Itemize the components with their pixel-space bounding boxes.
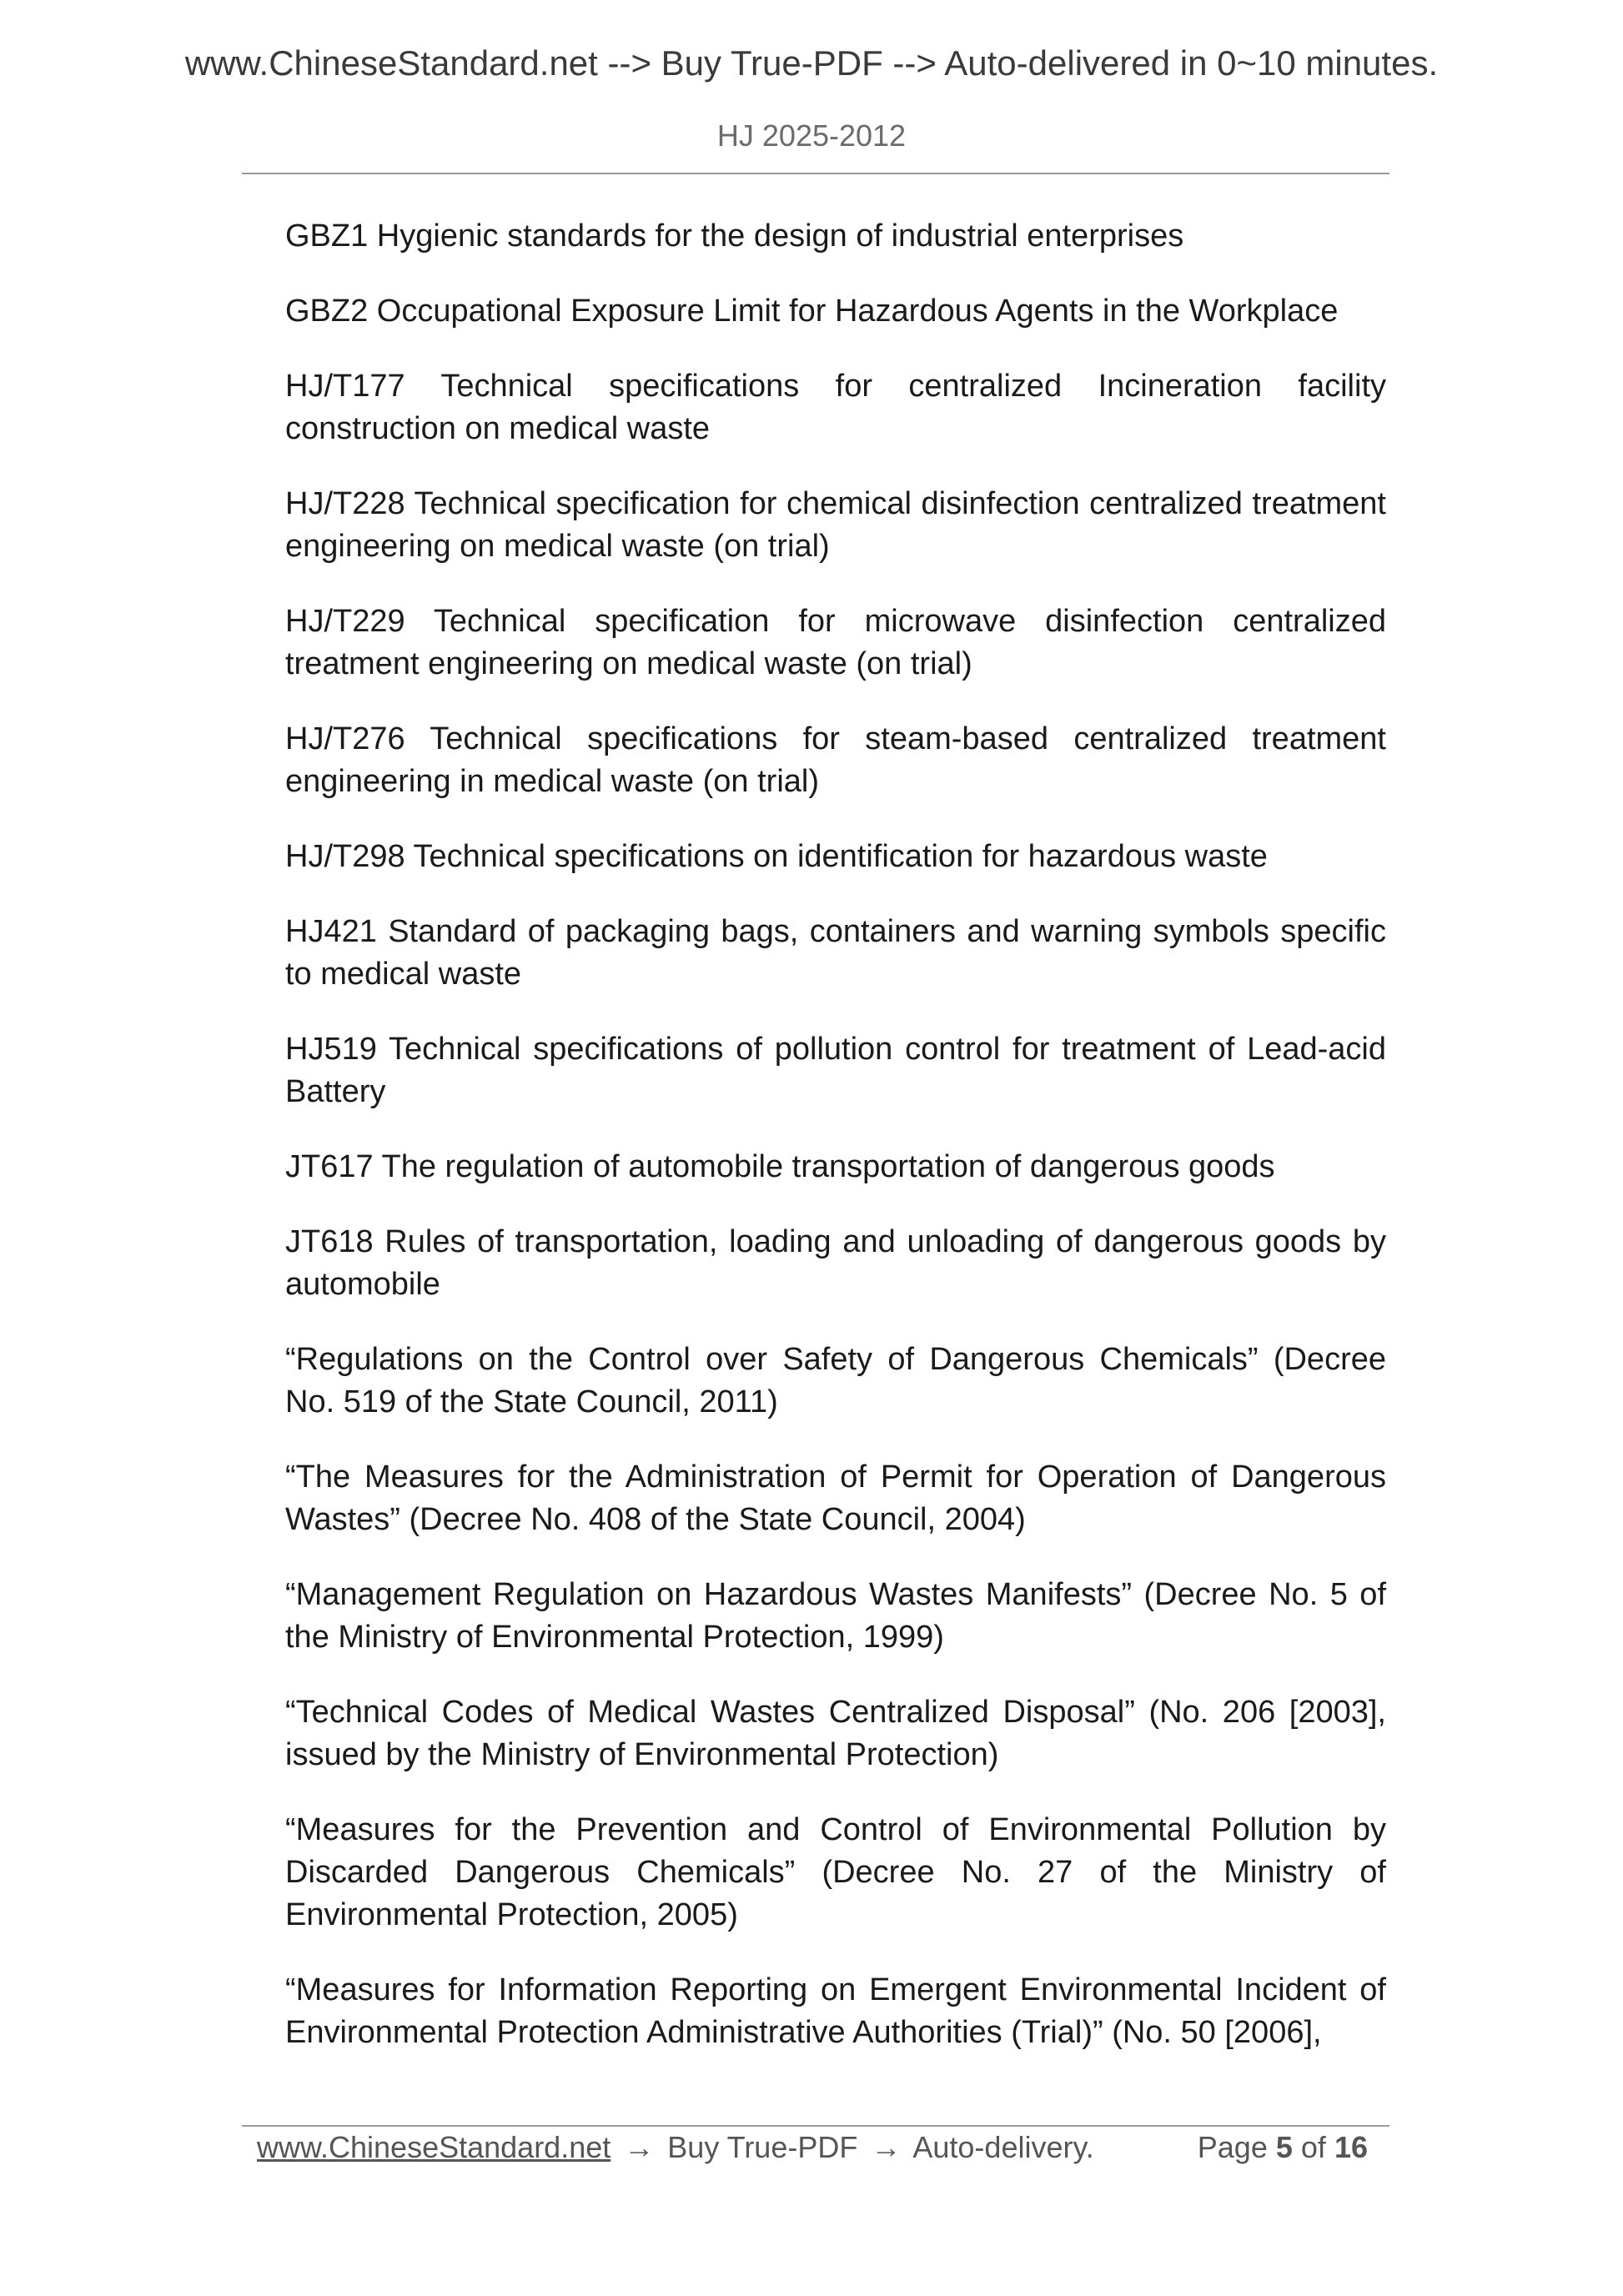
reference-item-decree-519: “Regulations on the Control over Safety of Dangerous Chemicals” (Decree No. 519 of the State Council, 2011) bbox=[285, 1342, 1386, 1419]
reference-item-hjt276: HJ/T276 Technical specifications for steam-based centralized treatment engineering in medical waste (on trial) bbox=[285, 721, 1386, 799]
footer-delivery-text: Auto-delivery. bbox=[912, 2130, 1094, 2164]
reference-item-hj421: HJ421 Standard of packaging bags, containers and warning symbols specific to medical waste bbox=[285, 914, 1386, 992]
reference-item-manifests: “Management Regulation on Hazardous Wastes Manifests” (Decree No. 5 of the Ministry of Environmental Protection, 1999) bbox=[285, 1577, 1386, 1655]
reference-item-hj519: HJ519 Technical specifications of pollution control for treatment of Lead-acid Battery bbox=[285, 1032, 1386, 1109]
footer-promo bbox=[257, 2130, 1094, 2165]
page-label: Page bbox=[1197, 2130, 1268, 2164]
reference-item-technical-codes: “Technical Codes of Medical Wastes Centralized Disposal” (No. 206 [2003], issued by the Ministry of Environmental Protection) bbox=[285, 1695, 1386, 1772]
reference-item-gbz1: GBZ1 Hygienic standards for the design of industrial enterprises bbox=[285, 219, 1184, 254]
top-banner: www.ChineseStandard.net --> Buy True-PDF --> Auto-delivered in 0~10 minutes. bbox=[184, 43, 1439, 83]
reference-item-jt618: JT618 Rules of transportation, loading and unloading of dangerous goods by automobile bbox=[285, 1224, 1386, 1302]
arrow-right-icon: → bbox=[871, 2130, 902, 2164]
footer-divider bbox=[242, 2125, 1389, 2127]
reference-list bbox=[285, 215, 1386, 2087]
header-divider bbox=[242, 173, 1389, 174]
page-of-label: of bbox=[1300, 2130, 1326, 2164]
reference-item-jt617: JT617 The regulation of automobile transportation of dangerous goods bbox=[285, 1149, 1275, 1184]
reference-item-hjt298: HJ/T298 Technical specifications on identification for hazardous waste bbox=[285, 839, 1268, 874]
reference-item-hjt229: HJ/T229 Technical specification for microwave disinfection centralized treatment engineering on medical waste (on trial) bbox=[285, 604, 1386, 681]
reference-item-hjt177: HJ/T177 Technical specifications for centralized Incineration facility construction on medical waste bbox=[285, 369, 1386, 446]
footer-site-link[interactable]: www.ChineseStandard.net bbox=[257, 2130, 611, 2164]
document-code: HJ 2025-2012 bbox=[716, 118, 907, 153]
arrow-right-icon: → bbox=[624, 2130, 655, 2164]
page-number bbox=[1198, 2130, 1368, 2165]
page-total: 16 bbox=[1334, 2130, 1368, 2164]
footer-buy-text: Buy True-PDF bbox=[667, 2130, 858, 2164]
reference-item-information-reporting: “Measures for Information Reporting on Emergent Environmental Incident of Environmental Protection Administrative Authorities (Trial)” (No. 50 [2006], bbox=[285, 1972, 1386, 2050]
reference-item-decree-408: “The Measures for the Administration of Permit for Operation of Dangerous Wastes” (Decree No. 408 of the State Council, 2004) bbox=[285, 1459, 1386, 1537]
reference-item-discarded-chemicals: “Measures for the Prevention and Control of Environmental Pollution by Discarded Dangerous Chemicals” (Decree No. 27 of the Ministry of Environmental Protection, 2005) bbox=[285, 1812, 1386, 1932]
page-current: 5 bbox=[1275, 2130, 1293, 2164]
reference-item-gbz2: GBZ2 Occupational Exposure Limit for Hazardous Agents in the Workplace bbox=[285, 294, 1339, 329]
reference-item-hjt228: HJ/T228 Technical specification for chemical disinfection centralized treatment engineering on medical waste (on trial) bbox=[285, 486, 1386, 564]
